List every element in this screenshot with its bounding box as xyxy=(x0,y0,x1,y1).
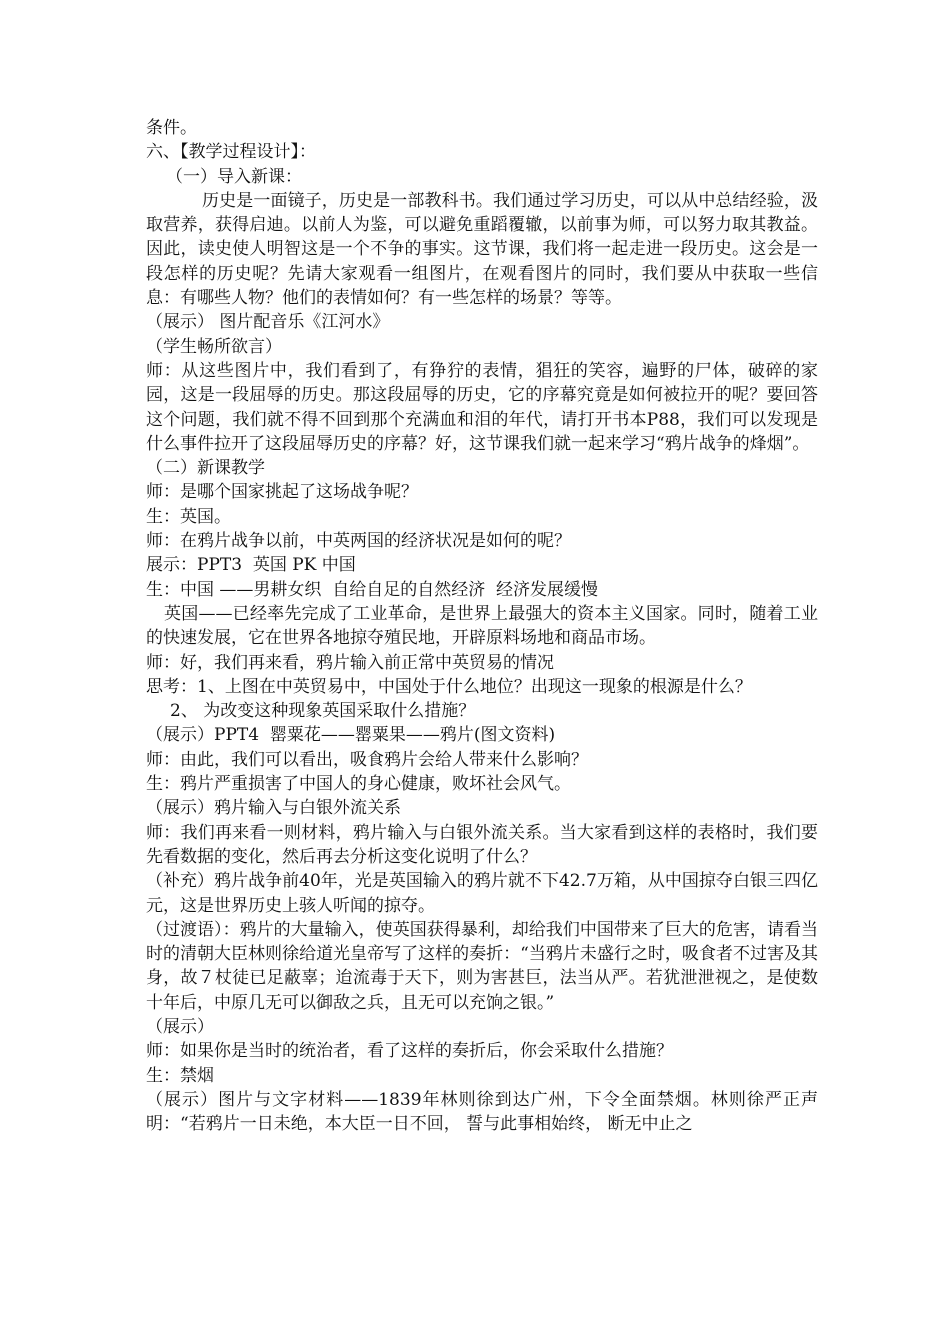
text-line: 师：如果你是当时的统治者，看了这样的奏折后，你会采取什么措施？ xyxy=(146,1041,673,1062)
england-paragraph-text: 英国——已经率先完成了工业革命，是世界上最强大的资本主义国家。同时，随着工业的快速发展，它在世界各地掠夺殖民地，开辟原料场地和商品市场。 xyxy=(146,603,818,649)
subsection-heading: （二）新课教学 xyxy=(146,458,265,479)
subsection-heading: （一）导入新课： xyxy=(166,166,302,187)
text-line: 师：由此，我们可以看出，吸食鸦片会给人带来什么影响？ xyxy=(146,749,588,770)
text-line: 2、 为改变这种现象英国采取什么措施？ xyxy=(170,701,476,722)
text-line: 生：英国。 xyxy=(146,506,231,527)
teacher-paragraph-text: 师：我们再来看一则材料，鸦片输入与白银外流关系。当大家看到这样的表格时，我们要先看数据的变化，然后再去分析这变化说明了什么？ xyxy=(146,822,818,867)
text-line: 展示：PPT3 英国 PK 中国 xyxy=(146,555,356,576)
supplement-paragraph-text: （补充）鸦片战争前40年，光是英国输入的鸦片就不下42.7万箱，从中国掠夺白银三四亿元，这是世界历史上骇人听闻的掠夺。 xyxy=(146,871,818,916)
text-line: 师：好，我们再来看，鸦片输入前正常中英贸易的情况 xyxy=(146,652,554,673)
teacher-paragraph xyxy=(146,821,818,870)
text-line: 生：禁烟 xyxy=(146,1065,214,1086)
teacher-paragraph-text: 师：从这些图片中，我们看到了，有狰狞的表情，猖狂的笑容，遍野的尸体，破碎的家园，这是一段屈辱的历史。那这段屈辱的历史，它的序幕究竟是如何被拉开的呢？要回答这个问题，我们就不得不回到那个充满血和泪的年代，请打开书本P88，我们可以发现是什么事件拉开了这段屈辱历史的序幕？好，这节课我们就一起来学习“鸦片战争的烽烟”。 xyxy=(146,360,818,454)
show-paragraph xyxy=(146,1088,818,1137)
text-line: 生：鸦片严重损害了中国人的身心健康，败坏社会风气。 xyxy=(146,774,571,795)
supplement-paragraph xyxy=(146,869,818,918)
text-line: 生：中国 ——男耕女织 自给自足的自然经济 经济发展缓慢 xyxy=(146,579,599,600)
text-line: （展示） 图片配音乐《江河水》 xyxy=(146,312,390,333)
text-line: （学生畅所欲言） xyxy=(146,336,282,357)
intro-paragraph xyxy=(146,189,818,310)
text-line: 条件。 xyxy=(146,118,197,138)
text-line: 思考：1、上图在中英贸易中，中国处于什么地位？出现这一现象的根源是什么？ xyxy=(146,676,752,697)
show-paragraph-text: （展示）图片与文字材料——1839年林则徐到达广州，下令全面禁烟。林则徐严正声明：“若鸦片一日未绝，本大臣一日不回， 誓与此事相始终， 断无中止之 xyxy=(146,1089,818,1135)
transition-paragraph-text: （过渡语）：鸦片的大量输入，使英国获得暴利，却给我们中国带来了巨大的危害，请看当时的清朝大臣林则徐给道光皇帝写了这样的奏折：“当鸦片未盛行之时，吸食者不过害及其身，故７杖徒已足蔽辜；迨流毒于天下，则为害甚巨，法当从严。若犹泄泄视之，是使数十年后，中原几无可以御敌之兵，且无可以充饷之银。” xyxy=(146,919,818,1013)
document-body xyxy=(146,116,818,1136)
text-line: （展示） xyxy=(146,1016,214,1037)
section-heading: 六、【教学过程设计】： xyxy=(146,142,316,163)
text-line: （展示）PPT4 罂粟花——罂粟果——鸦片(图文资料) xyxy=(146,725,556,746)
text-line: 师：是哪个国家挑起了这场战争呢？ xyxy=(146,482,418,503)
england-paragraph xyxy=(146,602,818,651)
transition-paragraph xyxy=(146,918,818,1015)
text-line: （展示）鸦片输入与白银外流关系 xyxy=(146,798,401,819)
intro-paragraph-text: 历史是一面镜子，历史是一部教科书。我们通过学习历史，可以从中总结经验，汲取营养，获得启迪。以前人为鉴，可以避免重蹈覆辙，以前事为师，可以努力取其教益。因此，读史使人明智这是一个不争的事实。这节课，我们将一起走进一段历史。这会是一段怎样的历史呢？先请大家观看一组图片，在观看图片的同时，我们要从中获取一些信息：有哪些人物？他们的表情如何？有一些怎样的场景？等等。 xyxy=(146,190,818,309)
teacher-paragraph xyxy=(146,359,818,456)
text-line: 师：在鸦片战争以前，中英两国的经济状况是如何的呢？ xyxy=(146,531,571,552)
